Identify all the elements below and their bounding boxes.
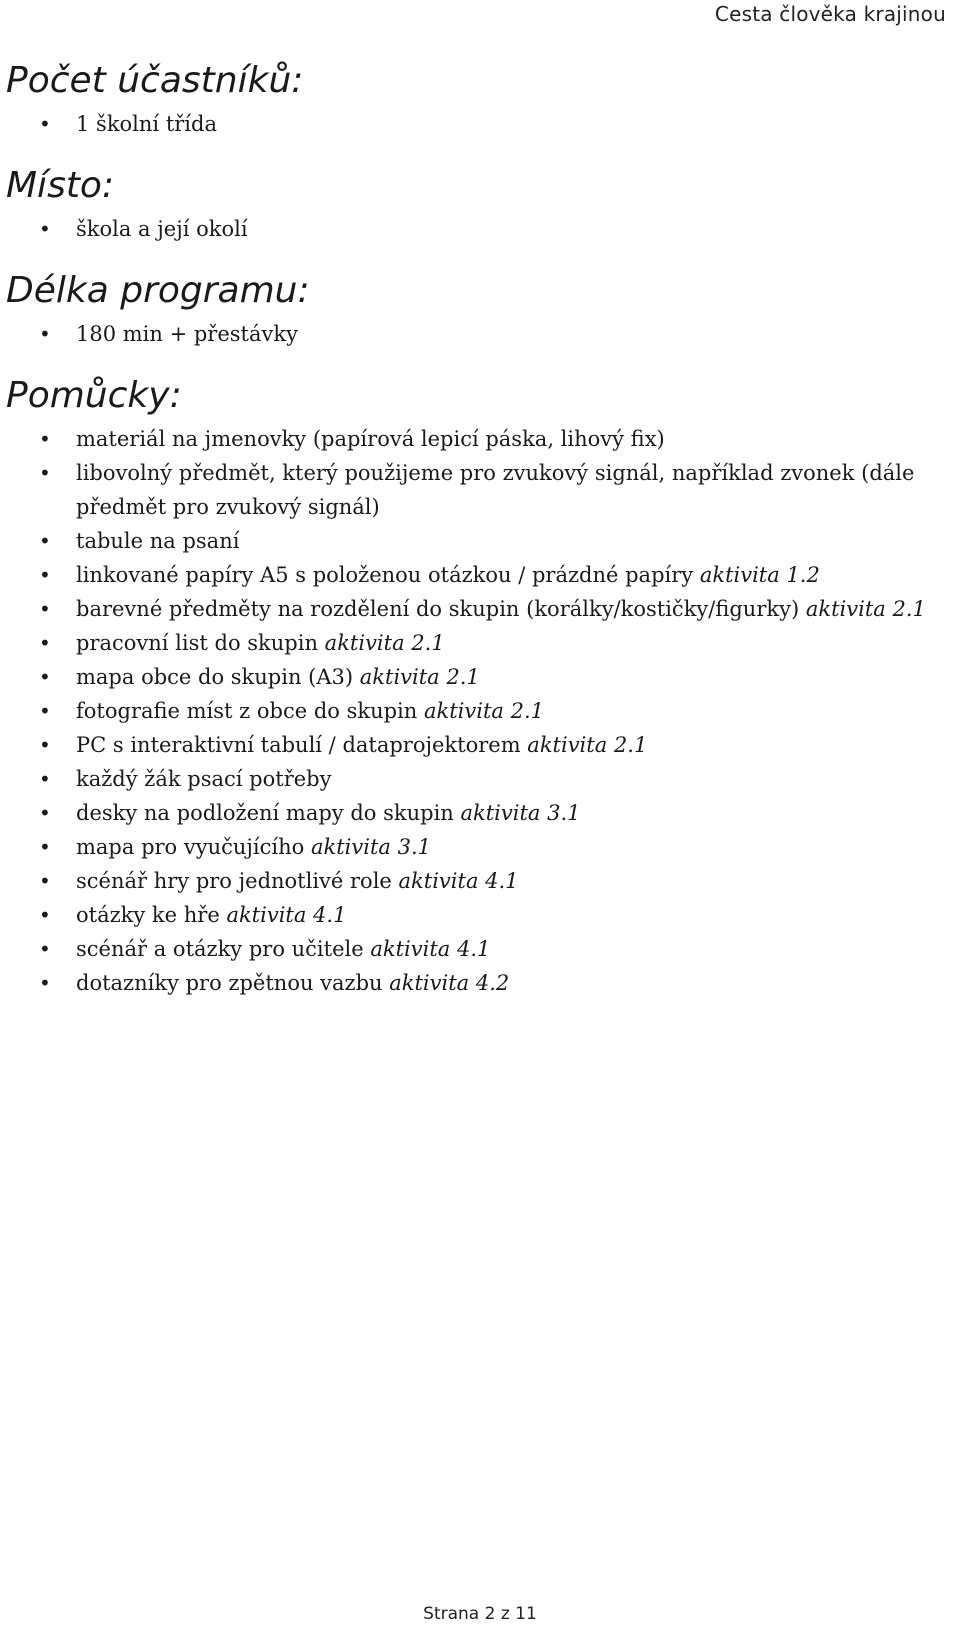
list-item xyxy=(6,728,946,762)
activity-ref: aktivita 2.1 xyxy=(423,699,544,723)
list-item xyxy=(6,762,946,796)
bullet-icon: • xyxy=(39,597,51,621)
item-text: fotografie míst z obce do skupin xyxy=(76,699,424,723)
list-item xyxy=(6,317,946,351)
list-item xyxy=(6,107,946,141)
activity-ref: aktivita 4.1 xyxy=(226,903,347,927)
page-number: Strana 2 z 11 xyxy=(423,1604,537,1624)
bullet-icon: • xyxy=(39,869,51,893)
item-text: mapa obce do skupin (A3) xyxy=(76,665,360,689)
bullet-icon: • xyxy=(39,971,51,995)
list-item xyxy=(6,422,946,456)
item-text: linkované papíry A5 s položenou otázkou / prázdné papíry xyxy=(76,563,700,587)
activity-ref: aktivita 4.1 xyxy=(398,869,519,893)
bullet-icon: • xyxy=(39,903,51,927)
activity-ref: aktivita 3.1 xyxy=(310,835,431,859)
place-list xyxy=(6,212,946,246)
activity-ref: aktivita 4.2 xyxy=(389,971,510,995)
item-text: PC s interaktivní tabulí / dataprojektorem xyxy=(76,733,528,757)
item-text: barevné předměty na rozdělení do skupin (korálky/kostičky/figurky) xyxy=(76,597,806,621)
item-text: scénář a otázky pro učitele xyxy=(76,937,371,961)
section-heading-duration: Délka programu: xyxy=(6,270,310,311)
item-text: desky na podložení mapy do skupin xyxy=(76,801,461,825)
materials-list xyxy=(6,422,946,1000)
bullet-icon: • xyxy=(39,427,51,451)
list-item xyxy=(6,898,946,932)
activity-ref: aktivita 2.1 xyxy=(527,733,648,757)
list-item xyxy=(6,830,946,864)
list-item xyxy=(6,456,946,524)
item-text: scénář hry pro jednotlivé role xyxy=(76,869,399,893)
item-text: dotazníky pro zpětnou vazbu xyxy=(76,971,390,995)
activity-ref: aktivita 4.1 xyxy=(370,937,491,961)
item-text: škola a její okolí xyxy=(76,217,248,241)
list-item xyxy=(6,864,946,898)
duration-list xyxy=(6,317,946,351)
running-header-title: Cesta člověka krajinou xyxy=(714,2,946,26)
bullet-icon: • xyxy=(39,322,51,346)
item-text: 180 min + přestávky xyxy=(76,322,298,346)
section-heading-place: Místo: xyxy=(6,165,115,206)
bullet-icon: • xyxy=(39,835,51,859)
item-text: každý žák psací potřeby xyxy=(76,767,332,791)
document-body xyxy=(6,55,946,1000)
section-heading-participants: Počet účastníků: xyxy=(6,60,304,101)
item-text: materiál na jmenovky (papírová lepicí páska, lihový fix) xyxy=(76,427,665,451)
section-heading-materials: Pomůcky: xyxy=(6,375,182,416)
activity-ref: aktivita 3.1 xyxy=(460,801,581,825)
activity-ref: aktivita 2.1 xyxy=(805,597,926,621)
bullet-icon: • xyxy=(39,733,51,757)
bullet-icon: • xyxy=(39,801,51,825)
list-item xyxy=(6,626,946,660)
list-item xyxy=(6,796,946,830)
bullet-icon: • xyxy=(39,631,51,655)
bullet-icon: • xyxy=(39,563,51,587)
bullet-icon: • xyxy=(39,529,51,553)
list-item xyxy=(6,524,946,558)
activity-ref: aktivita 1.2 xyxy=(699,563,820,587)
item-text: tabule na psaní xyxy=(76,529,240,553)
list-item xyxy=(6,694,946,728)
item-text: mapa pro vyučujícího xyxy=(76,835,311,859)
list-item xyxy=(6,966,946,1000)
activity-ref: aktivita 2.1 xyxy=(359,665,480,689)
bullet-icon: • xyxy=(39,665,51,689)
bullet-icon: • xyxy=(39,112,51,136)
item-text: 1 školní třída xyxy=(76,112,217,136)
item-text: pracovní list do skupin xyxy=(76,631,325,655)
list-item xyxy=(6,212,946,246)
activity-ref: aktivita 2.1 xyxy=(324,631,445,655)
list-item xyxy=(6,660,946,694)
item-text: otázky ke hře xyxy=(76,903,227,927)
bullet-icon: • xyxy=(39,767,51,791)
list-item xyxy=(6,932,946,966)
bullet-icon: • xyxy=(39,937,51,961)
item-text: libovolný předmět, který použijeme pro zvukový signál, například zvonek (dále předmět pro zvukový signál) xyxy=(76,461,915,519)
bullet-icon: • xyxy=(39,217,51,241)
list-item xyxy=(6,592,946,626)
participants-list xyxy=(6,107,946,141)
bullet-icon: • xyxy=(39,699,51,723)
bullet-icon: • xyxy=(39,461,51,485)
list-item xyxy=(6,558,946,592)
